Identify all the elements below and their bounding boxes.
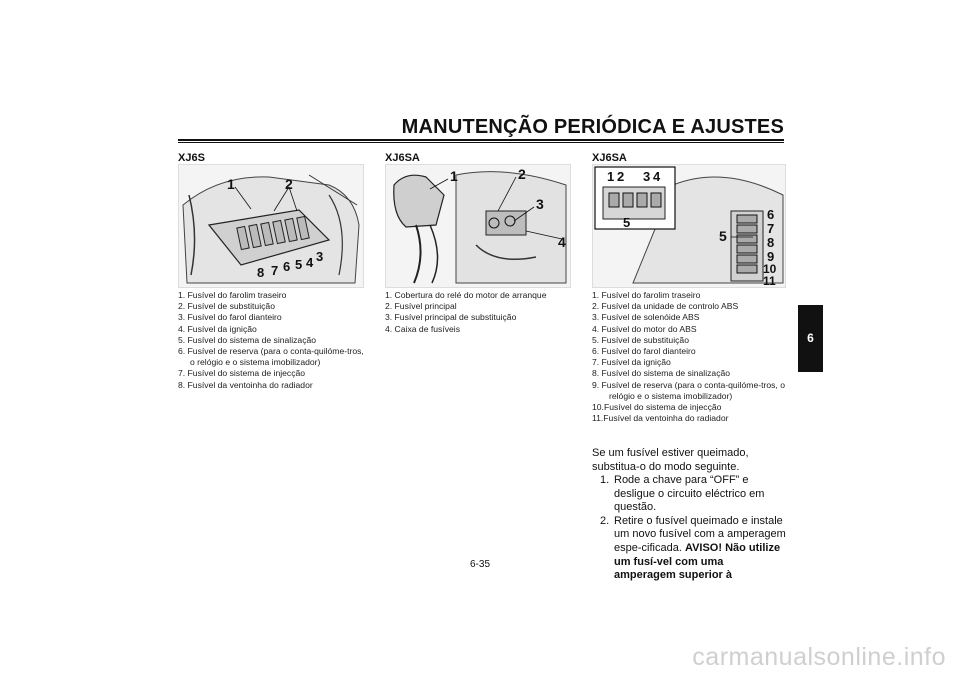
list-item: 5. Fusível do sistema de sinalização	[178, 334, 317, 345]
list-item: 7. Fusível do sistema de injecção	[178, 368, 306, 379]
list-item: 6. Fusível de reserva (para o conta-quilóme-tros, o relógio e o sistema imobilizador)	[178, 346, 364, 368]
callout-11: 11	[763, 274, 776, 287]
list-item: 2. Fusível de substituição	[178, 301, 275, 312]
step-text: Retire o fusível queimado e instale um novo fusível com a amperagem espe-cificada.	[614, 514, 786, 554]
watermark: carmanualsonline.info	[692, 643, 946, 671]
callout-2: 2	[617, 169, 625, 184]
list-item: 3. Fusível do farol dianteiro	[178, 312, 282, 323]
callout-1: 1	[450, 168, 458, 184]
step-number: 2.	[600, 514, 610, 527]
list-item: 8. Fusível da ventoinha do radiador	[178, 379, 313, 390]
list-item: 4. Fusível do motor do ABS	[592, 323, 697, 334]
step-text: Rode a chave para “OFF” e desligue o circuito eléctrico em questão.	[614, 474, 765, 514]
step-number: 1.	[600, 474, 610, 486]
list-item: 6. Fusível do farol dianteiro	[592, 346, 696, 357]
list-item: 3. Fusível principal de substituição	[385, 312, 517, 323]
list-item: 2. Fusível da unidade de controlo ABS	[592, 301, 739, 312]
step-item	[592, 515, 786, 583]
callout-8: 8	[257, 265, 265, 280]
callout-2: 2	[518, 166, 526, 182]
list-item: 2. Fusível principal	[385, 301, 457, 312]
figure-xj6sa-relay	[385, 164, 571, 288]
list-item: 1. Fusível do farolim traseiro	[178, 290, 287, 300]
chapter-tab: 6	[798, 305, 823, 372]
header-rule-thin	[178, 142, 784, 143]
legend-list-xj6s	[178, 290, 368, 391]
callout-6: 6	[767, 207, 775, 222]
callout-4: 4	[306, 255, 314, 270]
header-rule	[178, 139, 784, 141]
list-item: 3. Fusível de solenóide ABS	[592, 312, 700, 323]
list-item: 4. Caixa de fusíveis	[385, 323, 460, 334]
callout-6: 6	[283, 259, 291, 274]
callout-9: 9	[767, 249, 775, 264]
list-item: 1. Cobertura do relé do motor de arranque	[385, 290, 547, 300]
column-3-label: XJ6SA	[592, 152, 627, 164]
callout-1: 1	[607, 169, 615, 184]
callout-10: 10	[763, 262, 777, 276]
list-item: 9. Fusível de reserva (para o conta-quilóme-tros, o relógio e o sistema imobilizador)	[592, 379, 785, 401]
callout-3: 3	[643, 169, 651, 184]
column-1-label: XJ6S	[178, 152, 205, 164]
callout-7: 7	[271, 263, 279, 278]
page-number: 6-35	[469, 559, 490, 570]
column-2-label: XJ6SA	[385, 152, 420, 164]
figure-xj6sa-fuse-box	[592, 164, 786, 288]
callout-7: 7	[767, 221, 775, 236]
callout-2: 2	[285, 176, 293, 192]
intro-paragraph: Se um fusível estiver queimado, substitua-o do modo seguinte.	[592, 447, 749, 473]
callout-5-inset: 5	[623, 215, 631, 230]
legend-list-xj6sa-relay	[385, 290, 575, 335]
list-item: 5. Fusível de substituição	[592, 334, 689, 345]
callout-4: 4	[558, 234, 566, 250]
callout-5: 5	[295, 257, 303, 272]
callout-8: 8	[767, 235, 775, 250]
list-item: 7. Fusível da ignição	[592, 357, 671, 368]
callout-3: 3	[316, 249, 324, 264]
list-item: 1. Fusível do farolim traseiro	[592, 290, 701, 300]
list-item: 11.Fusível da ventoinha do radiador	[592, 413, 729, 424]
callout-3: 3	[536, 196, 544, 212]
warning-text: AVISO! Não utilize um fusí-vel com uma amperagem superior à	[614, 541, 781, 582]
legend-list-xj6sa-fuses	[592, 290, 788, 424]
callout-5: 5	[719, 228, 727, 244]
step-item	[592, 474, 786, 515]
figure-xj6s-fuse-box	[178, 164, 364, 288]
list-item: 4. Fusível da ignição	[178, 323, 257, 334]
callout-4: 4	[653, 169, 661, 184]
list-item: 10.Fusível do sistema de injecção	[592, 402, 722, 413]
page-title: MANUTENÇÃO PERIÓDICA E AJUSTES	[401, 116, 784, 138]
list-item: 8. Fusível do sistema de sinalização	[592, 368, 731, 379]
callout-1: 1	[227, 176, 235, 192]
